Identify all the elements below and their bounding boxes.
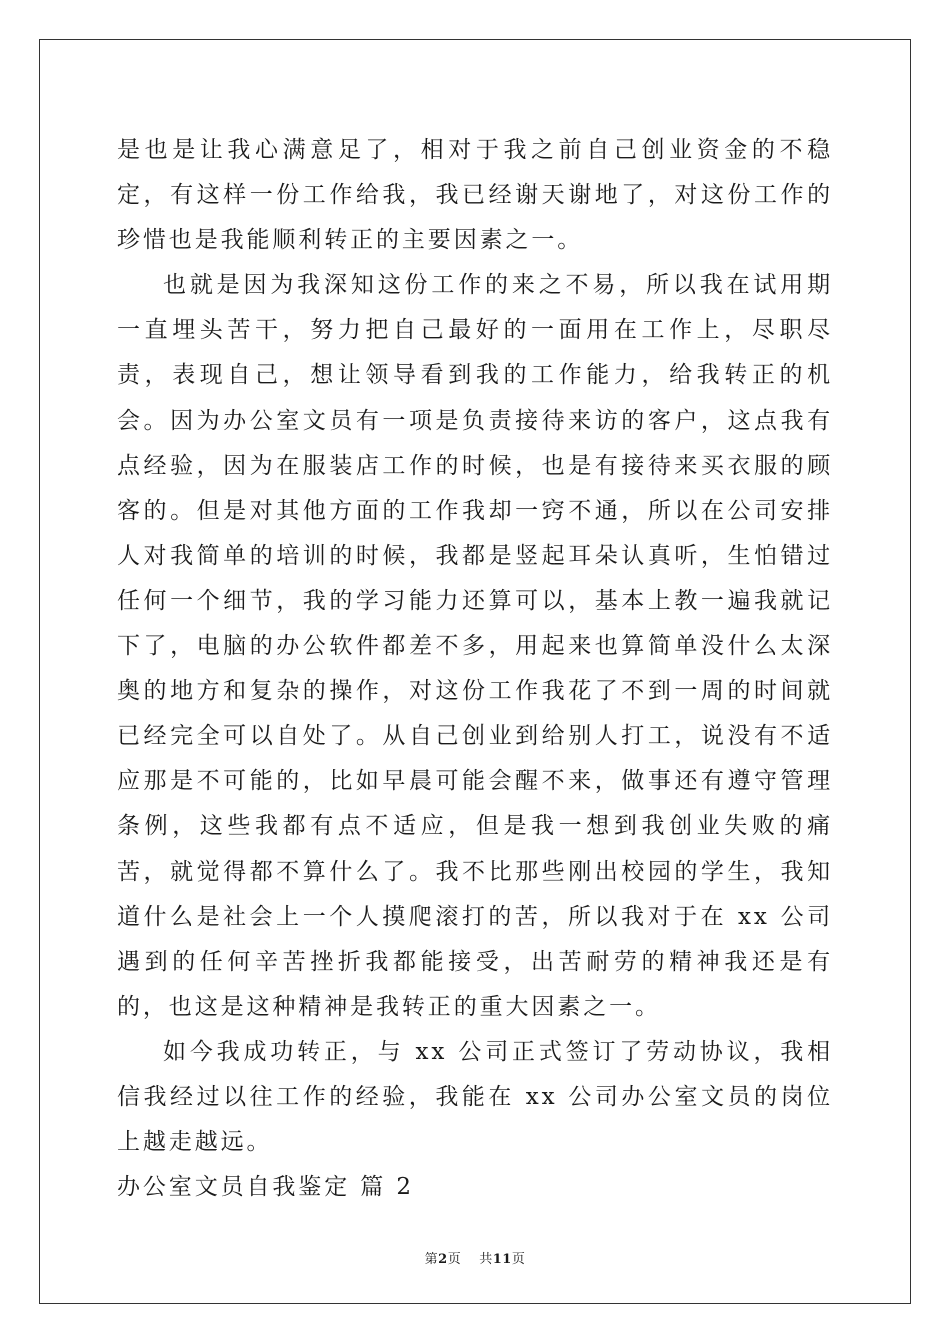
paragraph-1: 是也是让我心满意足了，相对于我之前自己创业资金的不稳定，有这样一份工作给我，我已经谢天谢地了，对这份工作的珍惜也是我能顺利转正的主要因素之一。 [117,137,833,254]
document-body [117,128,833,1210]
page-number: 第2页 [424,1252,462,1267]
page-footer [0,1248,950,1267]
section-heading: 办公室文员自我鉴定 篇 2 [117,1174,414,1201]
page-total: 共11页 [479,1252,526,1267]
paragraph-3: 如今我成功转正，与 xx 公司正式签订了劳动协议，我相信我经过以往工作的经验，我能在 xx 公司办公室文员的岗位上越走越远。 [117,1038,833,1156]
paragraph-2: 也就是因为我深知这份工作的来之不易，所以我在试用期一直埋头苦干，努力把自己最好的一面用在工作上，尽职尽责，表现自己，想让领导看到我的工作能力，给我转正的机会。因为办公室文员有一项是负责接待来访的客户，这点我有点经验，因为在服装店工作的时候，也是有接待来买衣服的顾客的。但是对其他方面的工作我却一窍不通，所以在公司安排人对我简单的培训的时候，我都是竖起耳朵认真听，生怕错过任何一个细节，我的学习能力还算可以，基本上教一遍我就记下了，电脑的办公软件都差不多，用起来也算简单没什么太深奥的地方和复杂的操作，对这份工作我花了不到一周的时间就已经完全可以自处了。从自己创业到给别人打工，说没有不适应那是不可能的，比如早晨可能会醒不来，做事还有遵守管理条例，这些我都有点不适应，但是我一想到我创业失败的痛苦，就觉得都不算什么了。我不比那些刚出校园的学生，我知道什么是社会上一个人摸爬滚打的苦，所以我对于在 xx 公司遇到的任何辛苦挫折我都能接受，出苦耐劳的精神我还是有的，也这是这种精神是我转正的重大因素之一。 [117,272,833,1020]
